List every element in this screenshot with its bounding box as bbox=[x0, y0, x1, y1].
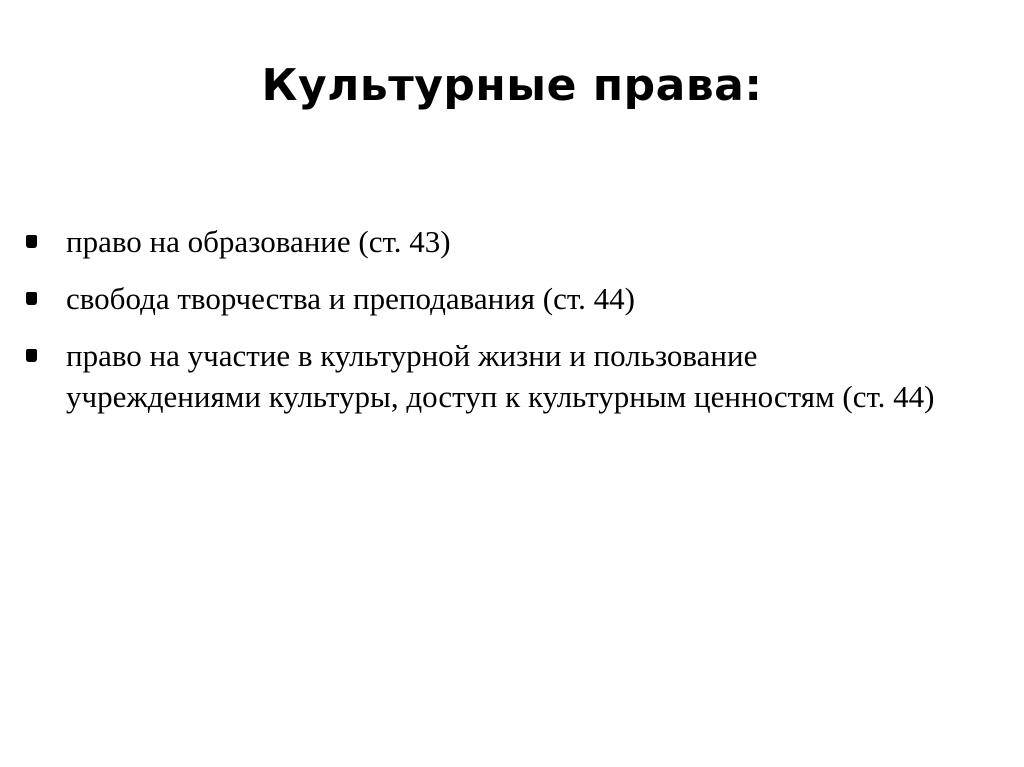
list-item bbox=[22, 222, 942, 263]
square-bullet-icon bbox=[26, 292, 37, 305]
bullet-list bbox=[22, 222, 942, 434]
square-bullet-icon bbox=[26, 349, 37, 362]
list-item-label: право на образование (ст. 43) bbox=[66, 224, 451, 259]
list-item bbox=[22, 336, 942, 418]
list-item bbox=[22, 279, 942, 320]
list-item-label: право на участие в культурной жизни и пользование учреждениями культуры, доступ к культурным ценностям (ст. 44) bbox=[66, 337, 935, 414]
list-item-label: свобода творчества и преподавания (ст. 44) bbox=[66, 280, 635, 316]
page-title: Культурные права: bbox=[261, 60, 763, 111]
square-bullet-icon bbox=[26, 235, 37, 248]
